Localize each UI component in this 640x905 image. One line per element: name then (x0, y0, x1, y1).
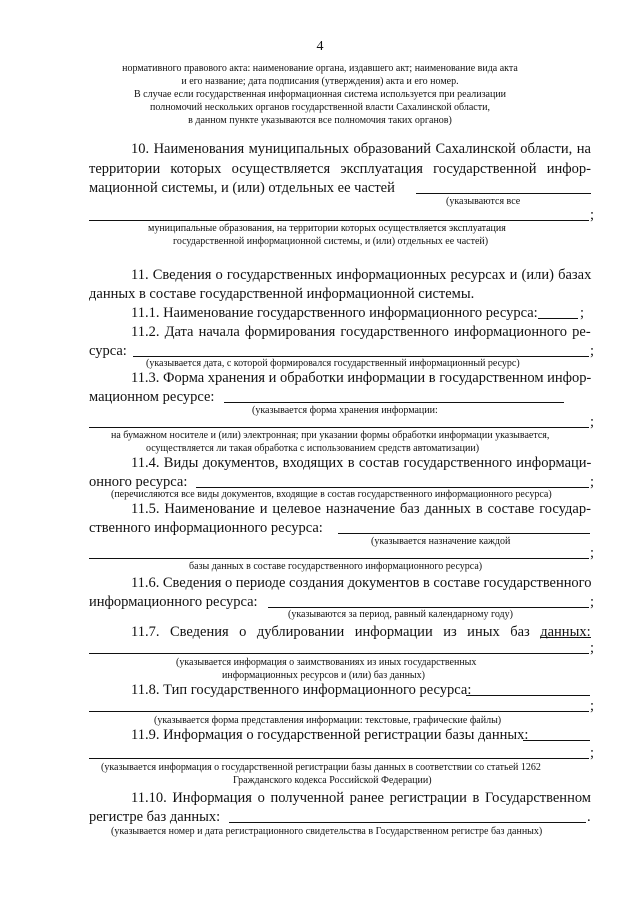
item11-4-line-2: онного ресурса: (89, 474, 188, 490)
item11-line-2: данных в составе государственной информационной системы. (89, 286, 475, 302)
item11-5-fill-line-2 (89, 558, 589, 559)
intro-note-line-5: в данном пункте указываются все полномочия таких органов) (188, 115, 452, 126)
item10-line-1: 10. Наименования муниципальных образований Сахалинской области, на (131, 141, 591, 157)
item11-9-semicolon: ; (590, 745, 595, 761)
item11-3-hint-b1: на бумажном носителе и (или) электронная; при указании формы обработки информации указывается, (111, 430, 550, 441)
item10-semicolon: ; (590, 207, 595, 223)
item10-hint-b2: государственной информационной системы, и (или) отдельных ее частей) (173, 236, 489, 247)
item11-7-semicolon: ; (590, 640, 595, 656)
item10-fill-line-2 (89, 220, 589, 221)
item11-6-fill-line (268, 607, 589, 608)
item10-fill-line-1 (416, 193, 591, 194)
item11-7-hint-1: (указывается информация о заимствованиях из иных государственных (176, 657, 477, 668)
intro-note-line-3: В случае если государственная информационная система используется при реализации (133, 89, 507, 100)
item11-1-line: 11.1. Наименование государственного информационного ресурса: (131, 305, 538, 321)
item11-2-line-1: 11.2. Дата начала формирования государственного информационного ре- (131, 324, 591, 340)
item11-6-line-1: 11.6. Сведения о периоде создания документов в составе государственного (131, 575, 592, 591)
item11-10-line-1: 11.10. Информация о полученной ранее регистрации в Государственном (131, 790, 591, 806)
item11-3-semicolon: ; (590, 414, 595, 430)
item11-3-hint-b2: осуществляется ли такая обработка с использованием средств автоматизации) (146, 443, 480, 454)
item11-3-hint-a: (указывается форма хранения информации: (252, 405, 438, 416)
item11-4-fill-line (196, 487, 589, 488)
item11-6-semicolon: ; (590, 594, 595, 610)
item11-8-hint: (указывается форма представления информации: текстовые, графические файлы) (154, 715, 502, 726)
item11-3-fill-line-1 (224, 402, 564, 403)
item11-3-line-2: мационном ресурсе: (89, 389, 215, 405)
item10-hint-a: (указываются все (446, 196, 521, 207)
item11-7-fill-line-1 (540, 637, 591, 638)
item11-1-fill-line (538, 318, 578, 319)
item11-9-fill-line-2 (89, 758, 589, 759)
item11-6-line-2: информационного ресурса: (89, 594, 258, 610)
intro-note-line-1: нормативного правового акта: наименование органа, издавшего акт; наименование вида акта (122, 63, 518, 74)
item11-line-1: 11. Сведения о государственных информационных ресурсах и (или) базах (131, 267, 592, 283)
intro-note-line-4: полномочий нескольких органов государственной власти Сахалинской области, (150, 102, 490, 113)
item11-8-fill-line-2 (89, 711, 589, 712)
item11-5-semicolon: ; (590, 545, 595, 561)
item11-2-hint: (указывается дата, с которой формировался государственный информационный ресурс) (146, 358, 520, 369)
page-number: 4 (316, 39, 324, 54)
item11-5-hint-b: базы данных в составе государственного информационного ресурса) (189, 561, 483, 572)
item11-4-line-1: 11.4. Виды документов, входящих в состав государственного информаци- (131, 455, 592, 471)
item11-9-line-1: 11.9. Информация о государственной регистрации базы данных: (131, 727, 529, 743)
item11-4-hint: (перечисляются все виды документов, входящие в состав государственного информационного ресурса) (111, 489, 552, 500)
item11-9-hint-1: (указывается информация о государственной регистрации базы данных в соответствии со статьей 1262 (101, 762, 541, 773)
item10-hint-b1: муниципальные образования, на территории которых осуществляется эксплуатация (148, 223, 506, 234)
item11-7-line-1: 11.7. Сведения о дублировании информации из иных баз данных: (131, 624, 591, 640)
item11-3-line-1: 11.3. Форма хранения и обработки информации в государственном инфор- (131, 370, 592, 386)
item11-10-fill-line (229, 822, 586, 823)
intro-note-line-2: и его название; дата подписания (утверждения) акта и его номер. (181, 76, 459, 87)
item11-2-semicolon: ; (590, 343, 595, 359)
item11-7-fill-line-2 (89, 653, 589, 654)
item11-2-fill-line (133, 356, 589, 357)
item11-3-fill-line-2 (89, 427, 589, 428)
item11-7-hint-2: информационных ресурсов и (или) баз данных) (222, 670, 425, 681)
item11-9-hint-2: Гражданского кодекса Российской Федерации) (233, 775, 432, 786)
item11-10-period: . (587, 809, 591, 825)
item11-10-hint: (указывается номер и дата регистрационного свидетельства в Государственном регистре баз данных) (111, 826, 543, 837)
item11-1-semicolon: ; (580, 305, 585, 321)
item11-5-hint-a: (указывается назначение каждой (371, 536, 511, 547)
item11-4-semicolon: ; (590, 474, 595, 490)
item11-9-fill-line-1 (523, 740, 590, 741)
item11-8-semicolon: ; (590, 698, 595, 714)
item11-5-line-1: 11.5. Наименование и целевое назначение баз данных в составе государ- (131, 501, 591, 517)
item11-5-line-2: ственного информационного ресурса: (89, 520, 323, 536)
item11-8-line-1: 11.8. Тип государственного информационного ресурса: (131, 682, 472, 698)
item11-6-hint: (указываются за период, равный календарному году) (288, 609, 513, 620)
item11-5-fill-line-1 (338, 533, 590, 534)
item11-8-fill-line-1 (466, 695, 590, 696)
item11-2-line-2: сурса: (89, 343, 127, 359)
item11-10-line-2: регистре баз данных: (89, 809, 221, 825)
item10-line-3: мационной системы, и (или) отдельных ее частей (89, 180, 395, 196)
item10-line-2: территории которых осуществляется эксплуатация государственной инфор- (89, 161, 591, 177)
